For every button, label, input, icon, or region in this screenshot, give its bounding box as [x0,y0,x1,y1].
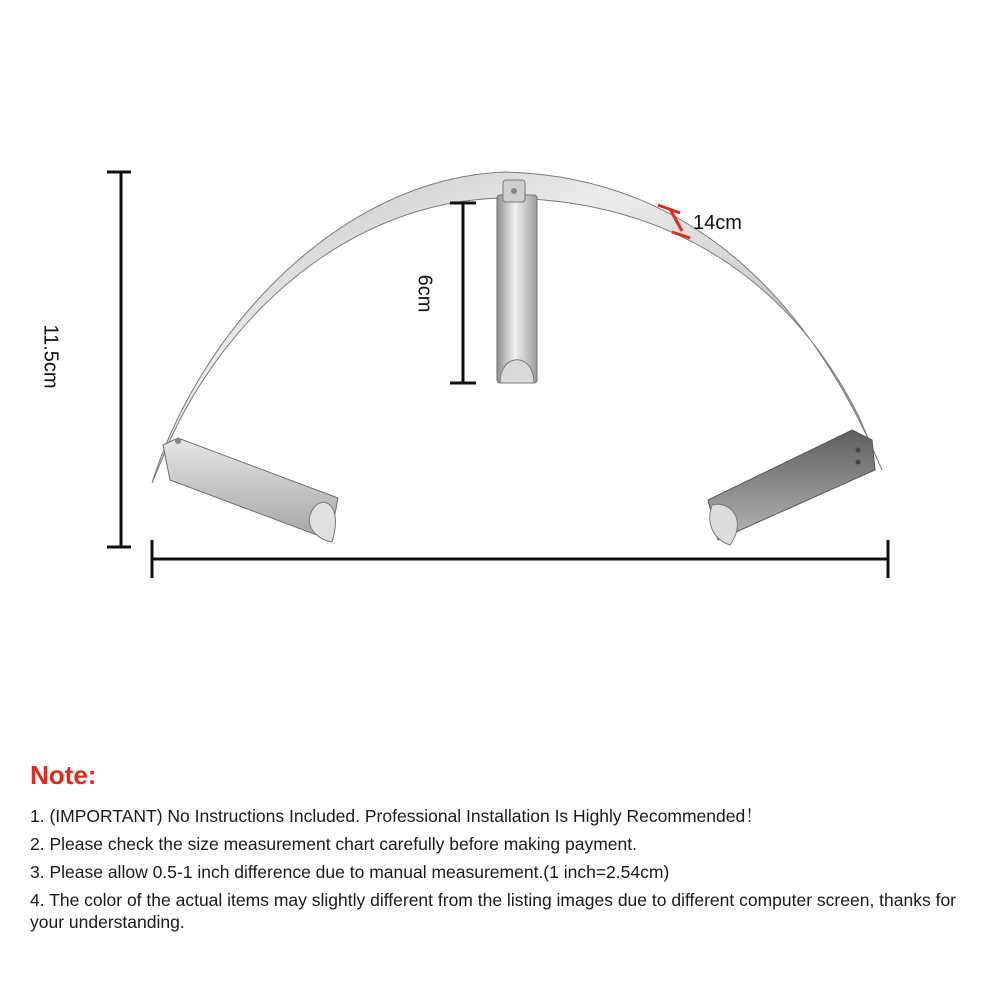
center-hook [497,180,537,383]
hook-length-dimension-line [450,203,476,383]
note-title: Note: [30,760,97,790]
left-hook [163,438,338,542]
height-label: 11.5cm [39,324,62,389]
note-item: 4. The color of the actual items may slightly different from the listing images due to different computer screen, thanks for your understanding. [30,890,957,932]
hook-length-label: 6cm [413,274,436,313]
note-item: 3. Please allow 0.5-1 inch difference due to manual measurement.(1 inch=2.54cm) [30,862,670,882]
height-dimension-line [107,172,131,547]
right-hook [708,430,875,545]
note-item: 2. Please check the size measurement chart carefully before making payment. [30,834,637,854]
note-item: 1. (IMPORTANT) No Instructions Included. Professional Installation Is Highly Recommended！ [30,806,763,826]
width-dimension-line [152,540,888,578]
band-width-label: 14cm [693,212,742,234]
notes-section [30,760,985,939]
